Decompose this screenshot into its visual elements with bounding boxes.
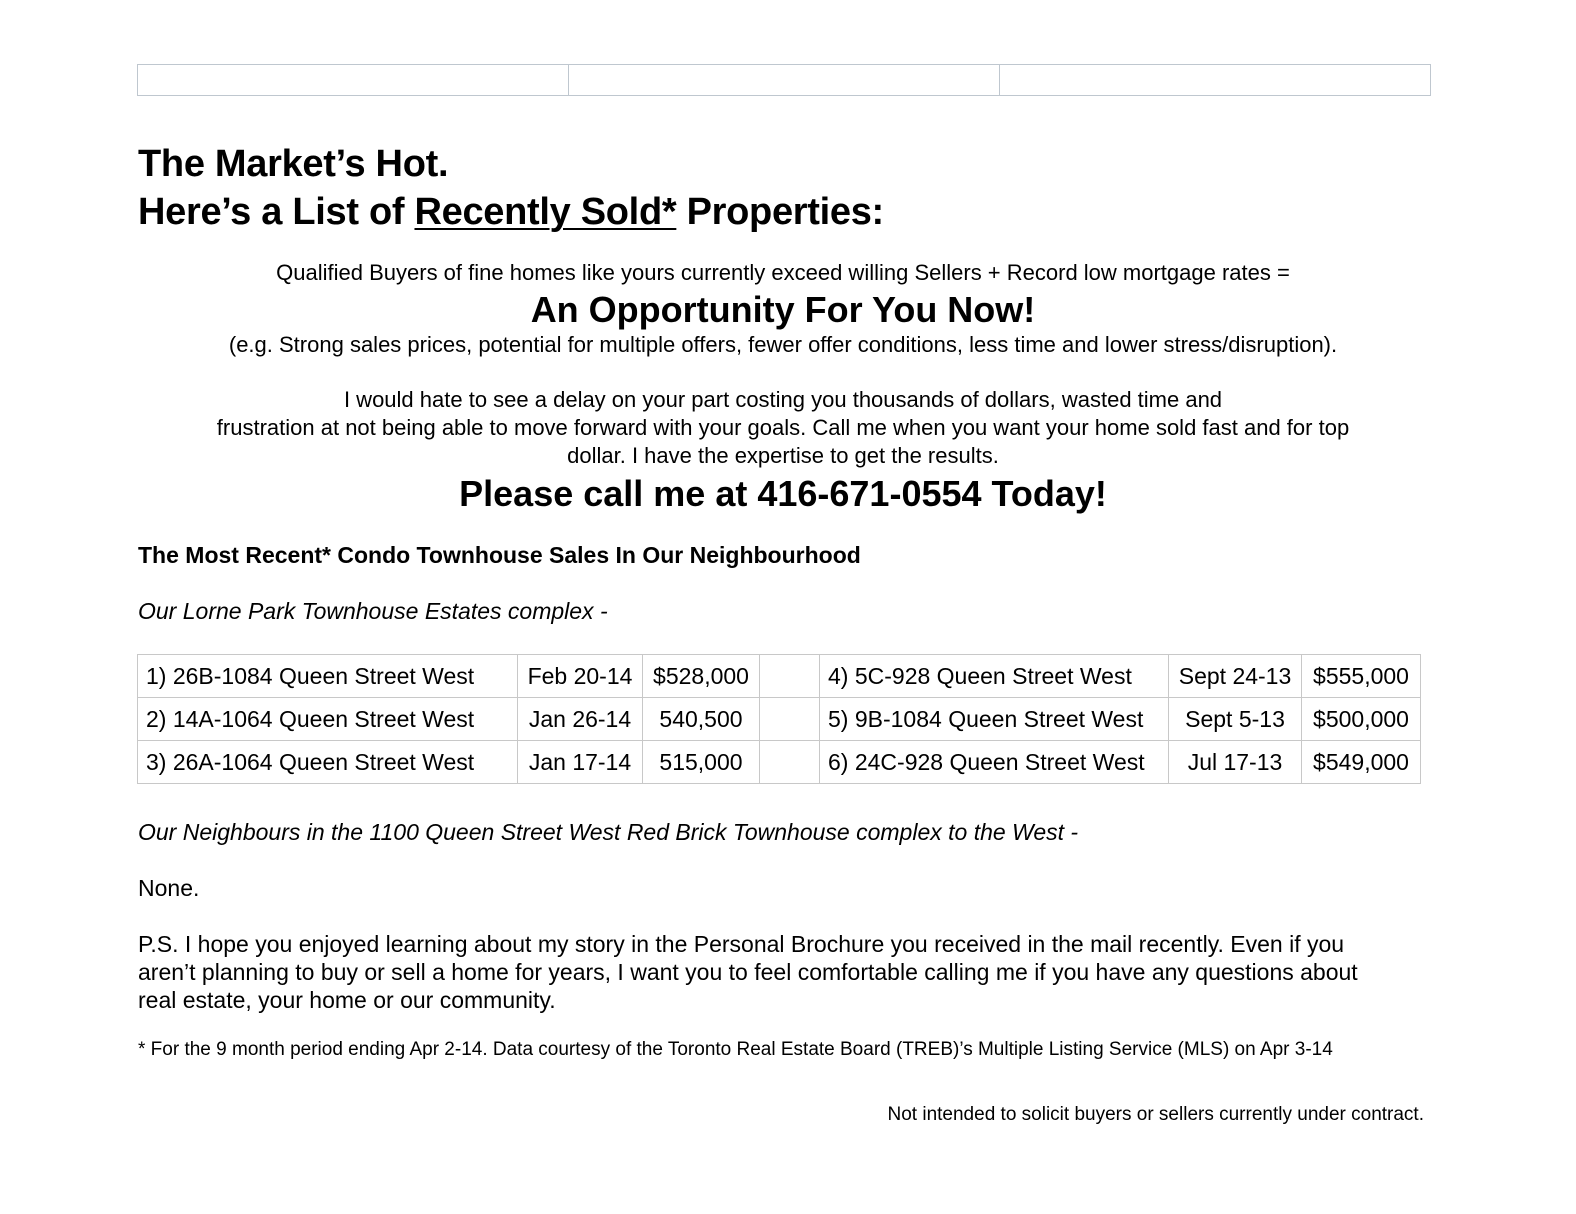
sales-table	[137, 654, 1421, 784]
sale-price: $528,000	[643, 655, 760, 698]
delay-line2: frustration at not being able to move forward with your goals. Call me when you want your home sold fast and for top	[216, 415, 1350, 440]
headline-underlined: Recently Sold*	[414, 191, 677, 233]
headline-line1: The Market’s Hot.	[138, 143, 449, 185]
sale-date: Feb 20-14	[518, 655, 643, 698]
sale-price: 540,500	[643, 698, 760, 741]
header-cell-middle	[569, 65, 1000, 95]
headline-line2	[138, 188, 884, 236]
opportunity-heading: An Opportunity For You Now!	[530, 289, 1036, 330]
sale-date: Jul 17-13	[1169, 741, 1302, 784]
sale-address: 6) 24C-928 Queen Street West	[820, 741, 1169, 784]
table-gap-cell	[760, 655, 820, 698]
header-placeholder-box	[137, 64, 1431, 96]
table-gap-cell	[760, 698, 820, 741]
headline-line2-prefix: Here’s a List of	[138, 191, 415, 233]
table-row	[138, 741, 1421, 784]
sale-price: $555,000	[1302, 655, 1421, 698]
example-text: (e.g. Strong sales prices, potential for multiple offers, fewer offer conditions, less time and lower stress/disruption).	[228, 332, 1338, 357]
table-row	[138, 655, 1421, 698]
header-cell-right	[1000, 65, 1430, 95]
sale-address: 4) 5C-928 Queen Street West	[820, 655, 1169, 698]
table-row	[138, 698, 1421, 741]
disclaimer: Not intended to solicit buyers or sellers currently under contract.	[887, 1104, 1424, 1125]
sale-address: 3) 26A-1064 Queen Street West	[138, 741, 518, 784]
delay-line1: I would hate to see a delay on your part costing you thousands of dollars, wasted time and	[343, 387, 1223, 412]
complex2-result: None.	[138, 875, 200, 901]
sale-address: 5) 9B-1084 Queen Street West	[820, 698, 1169, 741]
qualified-buyers-text: Qualified Buyers of fine homes like yours currently exceed willing Sellers + Record low mortgage rates =	[276, 260, 1290, 285]
sale-price: $500,000	[1302, 698, 1421, 741]
call-me-heading: Please call me at 416-671-0554 Today!	[459, 473, 1107, 514]
postscript-line1: P.S. I hope you enjoyed learning about my story in the Personal Brochure you received in the mail recently. Even if you	[138, 931, 1345, 957]
sale-address: 2) 14A-1064 Queen Street West	[138, 698, 518, 741]
delay-line3: dollar. I have the expertise to get the results.	[567, 443, 999, 468]
headline-line2-suffix: Properties:	[676, 191, 884, 233]
complex2-title: Our Neighbours in the 1100 Queen Street West Red Brick Townhouse complex to the West -	[138, 819, 1079, 845]
sale-price: 515,000	[643, 741, 760, 784]
complex1-title: Our Lorne Park Townhouse Estates complex -	[138, 598, 608, 624]
headline	[138, 140, 884, 236]
postscript-paragraph	[138, 930, 1428, 1014]
sale-address: 1) 26B-1084 Queen Street West	[138, 655, 518, 698]
sale-date: Sept 5-13	[1169, 698, 1302, 741]
sale-date: Jan 26-14	[518, 698, 643, 741]
table-gap-cell	[760, 741, 820, 784]
section-title: The Most Recent* Condo Townhouse Sales In Our Neighbourhood	[138, 542, 861, 568]
sale-price: $549,000	[1302, 741, 1421, 784]
postscript-line3: real estate, your home or our community.	[138, 987, 556, 1013]
delay-paragraph	[138, 386, 1428, 470]
footnote: * For the 9 month period ending Apr 2-14. Data courtesy of the Toronto Real Estate Board (TREB)’s Multiple Listing Service (MLS) on Apr 3-14	[138, 1039, 1333, 1060]
sale-date: Sept 24-13	[1169, 655, 1302, 698]
header-cell-left	[138, 65, 569, 95]
postscript-line2: aren’t planning to buy or sell a home for years, I want you to feel comfortable calling me if you have any questions about	[138, 959, 1358, 985]
sale-date: Jan 17-14	[518, 741, 643, 784]
